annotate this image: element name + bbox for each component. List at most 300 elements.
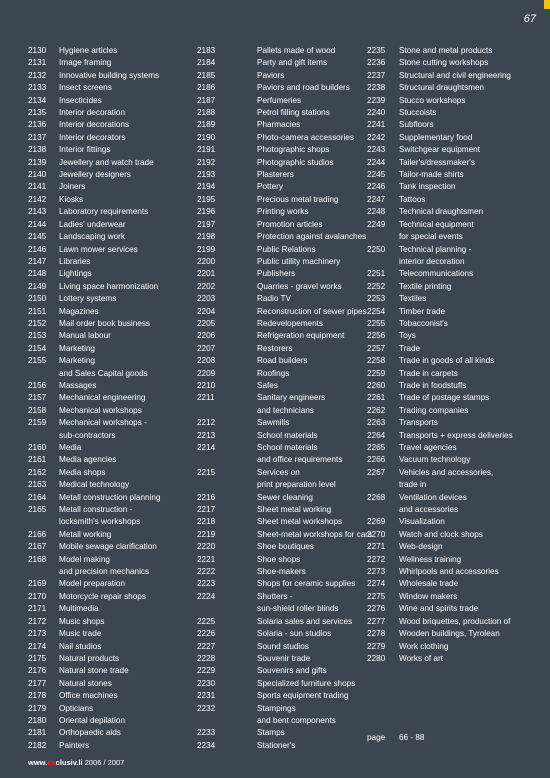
footer-url-highlight: ex xyxy=(47,758,56,767)
entry-label: Structural and civil engineering xyxy=(399,70,511,80)
entry-label: Tank inspection xyxy=(399,182,456,192)
index-entry xyxy=(197,330,357,342)
index-entry xyxy=(367,169,542,181)
index-entry xyxy=(28,653,188,665)
index-entry xyxy=(197,82,357,94)
entry-code: 2208 xyxy=(197,356,216,366)
entry-label: Shoe boutiques xyxy=(257,542,314,552)
entry-code xyxy=(367,479,399,491)
index-entry xyxy=(197,318,357,330)
index-entry xyxy=(28,293,188,305)
entry-code xyxy=(28,516,59,528)
index-entry xyxy=(367,467,542,479)
entry-label: Laboratory requirements xyxy=(59,207,149,217)
index-entry xyxy=(367,603,542,615)
entry-label: Innovative building systems xyxy=(59,70,160,80)
index-entry xyxy=(197,206,357,218)
entry-label: Wooden buildings, Tyrolean xyxy=(399,629,500,639)
index-entry xyxy=(197,306,367,318)
entry-code: 2268 xyxy=(367,492,386,502)
entry-code: 2263 xyxy=(367,418,386,428)
entry-code xyxy=(197,715,257,727)
entry-label: School materials xyxy=(257,443,318,452)
index-entry xyxy=(28,95,188,107)
index-entry xyxy=(28,566,188,578)
entry-label: Magazines xyxy=(59,306,99,316)
entry-code: 2225 xyxy=(197,616,216,626)
entry-label: Insect screens xyxy=(59,83,112,93)
entry-code: 2196 xyxy=(197,207,216,217)
entry-label: Supplementary food xyxy=(399,132,473,142)
entry-label: Works of art xyxy=(399,653,443,663)
entry-label: Interior decoration xyxy=(59,108,125,118)
index-entry xyxy=(367,157,542,169)
entry-code: 2198 xyxy=(197,232,216,242)
index-entry xyxy=(197,219,357,231)
index-entry xyxy=(197,566,357,578)
index-entry xyxy=(197,641,357,653)
entry-label: Public Relations xyxy=(257,244,316,254)
entry-label: Sheet metal working xyxy=(257,505,332,515)
index-entry xyxy=(197,715,357,727)
entry-code: 2255 xyxy=(367,318,386,328)
entry-label: Kiosks xyxy=(59,194,84,204)
entry-code: 2269 xyxy=(367,517,386,527)
index-entry xyxy=(28,727,188,739)
entry-label: School materials xyxy=(257,430,318,440)
index-entry xyxy=(367,70,542,82)
entry-label: Visualization xyxy=(399,517,445,527)
entry-code: 2265 xyxy=(367,443,386,452)
entry-code: 2170 xyxy=(28,591,47,601)
index-entry xyxy=(28,430,188,442)
index-entry xyxy=(197,603,357,615)
entry-code: 2151 xyxy=(28,306,47,316)
entry-code: 2249 xyxy=(367,219,386,229)
entry-code: 2253 xyxy=(367,294,386,304)
entry-code: 2162 xyxy=(28,467,47,477)
index-entry xyxy=(197,157,357,169)
entry-code: 2261 xyxy=(367,393,386,403)
index-entry xyxy=(197,653,357,665)
entry-code: 2136 xyxy=(28,120,47,130)
index-entry xyxy=(28,219,188,231)
entry-label: Interior decorations xyxy=(59,120,130,130)
entry-code: 2135 xyxy=(28,108,47,118)
entry-label: Manual labour xyxy=(59,331,111,341)
entry-label: Mobile sewage clarification xyxy=(59,542,157,552)
entry-code: 2130 xyxy=(28,46,47,55)
entry-label: Wholesale trade xyxy=(399,579,459,589)
entry-label: Technical equipment xyxy=(399,219,474,229)
index-entry xyxy=(367,293,542,305)
entry-code: 2133 xyxy=(28,83,47,93)
index-entry xyxy=(367,430,542,442)
index-entry xyxy=(28,628,188,640)
entry-label: Shutters - xyxy=(257,591,293,601)
entry-label: Sound studios xyxy=(257,641,309,651)
index-entry xyxy=(28,442,188,454)
entry-code: 2145 xyxy=(28,232,47,242)
entry-code: 2221 xyxy=(197,554,216,564)
index-entry xyxy=(367,318,542,330)
index-entry xyxy=(28,392,188,404)
entry-label: trade in xyxy=(399,480,427,490)
entry-label: Hygiene articles xyxy=(59,46,118,55)
entry-label: Publishers xyxy=(257,269,296,279)
index-entry xyxy=(197,256,357,268)
entry-code: 2161 xyxy=(28,455,47,465)
index-entry xyxy=(28,715,188,727)
index-entry xyxy=(197,492,357,504)
index-entry xyxy=(28,678,188,690)
entry-code: 2213 xyxy=(197,430,216,440)
index-entry xyxy=(28,169,188,181)
entry-label: Photographic studios xyxy=(257,157,334,167)
index-entry xyxy=(28,306,188,318)
index-column-1 xyxy=(28,45,188,752)
entry-label: Jewellery and watch trade xyxy=(59,157,154,167)
index-entry xyxy=(367,268,542,280)
entry-label: Vehicles and accessories, xyxy=(399,467,494,477)
entry-code: 2132 xyxy=(28,70,47,80)
index-entry xyxy=(367,578,542,590)
index-entry xyxy=(28,529,188,541)
entry-code: 2187 xyxy=(197,95,216,105)
index-entry xyxy=(367,479,542,491)
corner-tab xyxy=(544,0,550,9)
entry-label: interior decoration xyxy=(399,256,465,266)
entry-label: Interior fittings xyxy=(59,145,111,155)
entry-label: Ventilation devices xyxy=(399,492,467,502)
index-entry xyxy=(367,380,542,392)
entry-code: 2181 xyxy=(28,728,47,738)
index-entry xyxy=(28,181,188,193)
index-entry xyxy=(367,95,542,107)
entry-label: Technical planning - xyxy=(399,244,472,254)
index-entry xyxy=(367,144,542,156)
index-entry xyxy=(197,541,357,553)
entry-label: Sheet metal workshops xyxy=(257,517,343,527)
entry-code: 2139 xyxy=(28,157,47,167)
index-entry xyxy=(367,454,542,466)
entry-label: Wellness training xyxy=(399,554,462,564)
entry-label: Transports + express deliveries xyxy=(399,430,513,440)
entry-code: 2143 xyxy=(28,207,47,217)
index-entry xyxy=(367,368,542,380)
index-entry xyxy=(197,442,357,454)
entry-label: Window makers xyxy=(399,591,458,601)
entry-code: 2243 xyxy=(367,145,386,155)
entry-label: Stone cutting workshops xyxy=(399,58,489,68)
index-entry xyxy=(197,740,357,752)
entry-label: Music shops xyxy=(59,616,105,626)
index-entry xyxy=(197,70,357,82)
entry-label: Medical technology xyxy=(59,480,130,490)
entry-label: Opticians xyxy=(59,703,94,713)
entry-label: Trade in goods of all kinds xyxy=(399,356,495,366)
index-entry xyxy=(28,231,188,243)
index-entry xyxy=(367,194,542,206)
index-entry xyxy=(28,554,188,566)
index-entry xyxy=(28,591,188,603)
index-entry xyxy=(28,244,188,256)
index-entry xyxy=(367,442,542,454)
index-entry xyxy=(28,578,188,590)
entry-code xyxy=(28,368,59,380)
entry-code xyxy=(367,504,399,516)
entry-label: Ladies' underwear xyxy=(59,219,126,229)
entry-label: Promotion articles xyxy=(257,219,323,229)
footer-url-rest: clusiv.li xyxy=(55,758,83,767)
entry-label: Interior decorators xyxy=(59,132,126,142)
entry-code: 2274 xyxy=(367,579,386,589)
footer xyxy=(28,758,124,767)
entry-code: 2239 xyxy=(367,95,386,105)
index-entry xyxy=(197,454,357,466)
entry-code: 2210 xyxy=(197,380,216,390)
index-entry xyxy=(367,591,542,603)
entry-label: Precious metal trading xyxy=(257,194,339,204)
index-entry xyxy=(197,554,357,566)
entry-code: 2156 xyxy=(28,380,47,390)
entry-label: Structural draughtsmen xyxy=(399,83,485,93)
index-entry xyxy=(367,57,542,69)
entry-code: 2168 xyxy=(28,554,47,564)
entry-code xyxy=(197,405,257,417)
entry-code: 2217 xyxy=(197,505,216,515)
index-entry xyxy=(197,591,357,603)
index-entry xyxy=(28,107,188,119)
entry-label: Libraries xyxy=(59,256,91,266)
index-entry xyxy=(367,306,542,318)
entry-label: and technicians xyxy=(257,405,314,415)
index-entry xyxy=(197,57,357,69)
entry-code xyxy=(197,454,257,466)
entry-code: 2227 xyxy=(197,641,216,651)
index-entry xyxy=(197,430,357,442)
entry-code: 2259 xyxy=(367,368,386,378)
entry-code: 2152 xyxy=(28,318,47,328)
entry-label: Lottery systems xyxy=(59,294,117,304)
entry-label: Perfumeries xyxy=(257,95,302,105)
entry-code: 2138 xyxy=(28,145,47,155)
entry-code: 2226 xyxy=(197,629,216,639)
entry-label: Stuccoists xyxy=(399,108,437,118)
entry-code: 2234 xyxy=(197,740,216,750)
entry-code: 2199 xyxy=(197,244,216,254)
entry-label: Media agencies xyxy=(59,455,117,465)
index-entry xyxy=(28,206,188,218)
entry-label: Petrol filling stations xyxy=(257,108,330,118)
entry-code: 2229 xyxy=(197,666,216,676)
entry-label: Web-design xyxy=(399,542,443,552)
index-entry xyxy=(367,641,542,653)
index-entry xyxy=(367,119,542,131)
entry-code: 2280 xyxy=(367,653,386,663)
entry-code: 2176 xyxy=(28,666,47,676)
index-entry xyxy=(28,343,188,355)
index-entry xyxy=(28,132,188,144)
entry-label: Stamps xyxy=(257,728,285,738)
entry-code: 2179 xyxy=(28,703,47,713)
index-entry xyxy=(197,169,357,181)
entry-label: Joiners xyxy=(59,182,86,192)
index-entry xyxy=(197,616,357,628)
entry-label: Shoe shops xyxy=(257,554,301,564)
entry-label: Toys xyxy=(399,331,416,341)
entry-code: 2244 xyxy=(367,157,386,167)
index-column-2 xyxy=(197,45,373,752)
entry-code: 2158 xyxy=(28,405,47,415)
entry-label: Souvenir trade xyxy=(257,653,311,663)
footer-year: 2006 / 2007 xyxy=(84,758,125,767)
entry-label: Plasterers xyxy=(257,170,294,180)
entry-code: 2147 xyxy=(28,256,47,266)
entry-code: 2275 xyxy=(367,591,386,601)
index-entry xyxy=(28,355,188,367)
entry-code: 2201 xyxy=(197,269,216,279)
index-entry xyxy=(367,281,542,293)
entry-code: 2277 xyxy=(367,616,386,626)
entry-label: Restorers xyxy=(257,343,293,353)
entry-label: Motorcycle repair shops xyxy=(59,591,146,601)
index-entry xyxy=(28,144,188,156)
entry-code: 2144 xyxy=(28,219,47,229)
entry-label: and precision mechanics xyxy=(59,567,150,577)
index-entry xyxy=(367,653,542,665)
index-entry xyxy=(28,194,188,206)
entry-code: 2246 xyxy=(367,182,386,192)
index-entry xyxy=(28,467,188,479)
index-entry xyxy=(28,690,188,702)
entry-label: Paviors xyxy=(257,70,285,80)
index-entry xyxy=(28,454,188,466)
index-entry xyxy=(28,665,188,677)
index-entry xyxy=(197,268,357,280)
index-entry xyxy=(28,281,188,293)
entry-label: Textile printing xyxy=(399,281,452,291)
index-entry xyxy=(367,554,542,566)
entry-label: Photo-camera accessories xyxy=(257,132,354,142)
entry-code: 2223 xyxy=(197,579,216,589)
entry-code: 2276 xyxy=(367,604,386,614)
entry-label: Tailor-made shirts xyxy=(399,170,464,180)
entry-label: Sheet-metal workshops for cars xyxy=(257,529,373,539)
entry-code: 2231 xyxy=(197,691,216,701)
index-entry xyxy=(367,628,542,640)
entry-label: locksmith's workshops xyxy=(59,517,141,527)
index-entry xyxy=(367,181,542,193)
index-entry xyxy=(367,330,542,342)
entry-label: Oriental depilation xyxy=(59,715,125,725)
index-entry xyxy=(197,281,357,293)
entry-label: Watch and clock shops xyxy=(399,529,483,539)
entry-label: Services on xyxy=(257,467,300,477)
entry-label: Sanitary engineers xyxy=(257,393,326,403)
entry-label: Media xyxy=(59,443,82,452)
index-entry xyxy=(28,57,188,69)
entry-label: Living space harmonization xyxy=(59,281,159,291)
index-entry xyxy=(197,244,357,256)
entry-label: for special events xyxy=(399,232,463,242)
index-entry xyxy=(367,516,542,528)
entry-label: Insecticides xyxy=(59,95,102,105)
entry-label: Trade in foodstuffs xyxy=(399,380,467,390)
entry-code: 2258 xyxy=(367,356,386,366)
entry-label: Trade in carpets xyxy=(399,368,458,378)
entry-code: 2131 xyxy=(28,58,47,68)
entry-code: 2200 xyxy=(197,256,216,266)
index-entry xyxy=(197,144,357,156)
index-entry xyxy=(197,119,357,131)
entry-code: 2146 xyxy=(28,244,47,254)
entry-label: and accessories xyxy=(399,505,459,515)
index-entry xyxy=(28,479,188,491)
index-entry xyxy=(367,529,542,541)
entry-label: Massages xyxy=(59,380,97,390)
entry-code: 2230 xyxy=(197,678,216,688)
entry-label: print preparation level xyxy=(257,480,336,490)
page-reference xyxy=(367,732,425,744)
index-entry xyxy=(28,256,188,268)
entry-code: 2204 xyxy=(197,306,216,316)
entry-label: Textiles xyxy=(399,294,427,304)
entry-code: 2159 xyxy=(28,418,47,428)
entry-label: Model preparation xyxy=(59,579,125,589)
entry-code: 2207 xyxy=(197,343,216,353)
entry-code: 2238 xyxy=(367,83,386,93)
index-entry xyxy=(367,219,542,231)
entry-label: Landscaping work xyxy=(59,232,125,242)
entry-code: 2279 xyxy=(367,641,386,651)
entry-label: Wine and spirits trade xyxy=(399,604,479,614)
index-entry xyxy=(197,727,357,739)
entry-label: Telecommunications xyxy=(399,269,474,279)
entry-code xyxy=(197,603,257,615)
entry-code: 2141 xyxy=(28,182,47,192)
entry-code: 2203 xyxy=(197,294,216,304)
entry-label: Party and gift items xyxy=(257,58,328,68)
entry-code: 2148 xyxy=(28,269,47,279)
entry-code: 2252 xyxy=(367,281,386,291)
index-entry xyxy=(367,541,542,553)
entry-label: Marketing xyxy=(59,343,95,353)
entry-code: 2247 xyxy=(367,194,386,204)
entry-code: 2256 xyxy=(367,331,386,341)
entry-code: 2236 xyxy=(367,58,386,68)
index-entry xyxy=(28,45,188,57)
entry-code: 2220 xyxy=(197,542,216,552)
entry-code: 2215 xyxy=(197,467,216,477)
index-entry xyxy=(197,628,357,640)
index-entry xyxy=(197,578,357,590)
entry-code: 2189 xyxy=(197,120,216,130)
entry-code: 2142 xyxy=(28,194,47,204)
entry-label: Switchgear equipment xyxy=(399,145,481,155)
entry-label: Natural stone trade xyxy=(59,666,129,676)
entry-label: Solaria sales and services xyxy=(257,616,353,626)
entry-code: 2155 xyxy=(28,356,47,366)
entry-code: 2212 xyxy=(197,418,216,428)
entry-code: 2205 xyxy=(197,318,216,328)
entry-label: Metall working xyxy=(59,529,112,539)
index-entry xyxy=(367,492,542,504)
index-entry xyxy=(28,703,188,715)
entry-code: 2214 xyxy=(197,443,216,452)
entry-label: Marketing xyxy=(59,356,95,366)
index-entry xyxy=(367,417,542,429)
